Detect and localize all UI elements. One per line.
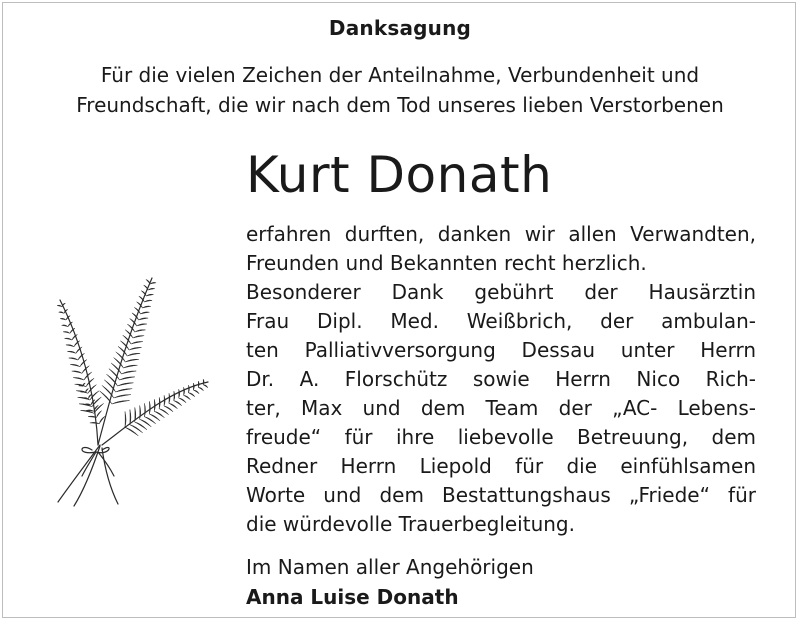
fern-leaflet — [129, 347, 141, 350]
fern-leaflet — [135, 330, 146, 332]
fern-leaflet — [137, 324, 147, 326]
fern-leaflet — [59, 312, 64, 314]
fern-leaflet — [123, 365, 137, 368]
fern-leaflet — [184, 387, 185, 395]
fern-leaflet — [67, 351, 76, 353]
signature-name: Anna Luise Donath — [246, 585, 459, 609]
deceased-name: Kurt Donath — [246, 146, 553, 204]
fern-leaflet — [154, 399, 155, 411]
fern-leaflet — [62, 303, 65, 307]
fern-leaflet — [188, 385, 189, 393]
fern-bouquet-icon — [40, 270, 220, 510]
fern-leaflet — [125, 359, 139, 362]
fern-leaflet — [116, 389, 133, 392]
fern-leaflet — [139, 318, 149, 320]
fern-leaflet — [90, 422, 99, 423]
fern-leaflet — [118, 383, 134, 386]
fern-leaflet — [148, 288, 155, 290]
fern-leaflet — [60, 318, 66, 320]
fern-leaflet — [146, 280, 150, 285]
fern-leaflet — [114, 395, 131, 398]
body-line: freude“ für ihre liebevolle Betreuung, dem — [246, 425, 756, 449]
fern-leaflet — [69, 358, 78, 360]
body-line: die würdevolle Trauerbegleitung. — [246, 512, 575, 536]
body-line: Worte und dem Bestattungshaus „Friede“ für — [246, 483, 756, 507]
fern-leaflet — [120, 377, 135, 380]
body-line: Redner Herrn Liepold für die einfühlsamen — [246, 454, 756, 478]
fern-leaflet — [141, 312, 150, 314]
fern-leaflet — [133, 336, 144, 338]
fern-leaflet — [122, 371, 137, 374]
fern-leaflet — [62, 325, 68, 327]
body-line: Freunden und Bekannten recht herzlich. — [246, 251, 647, 275]
fern-leaflet — [174, 401, 182, 406]
fern-leaflet — [193, 383, 194, 390]
fern-leaflet — [169, 393, 170, 403]
fern-leaflet — [140, 405, 141, 419]
body-line: ten Palliativversorgung Dessau unter Herrn — [246, 338, 756, 362]
body-line: erfahren durften, danken wir allen Verwandten, — [246, 222, 756, 246]
body-line: Frau Dipl. Med. Weißbrich, der ambulan- — [246, 309, 756, 333]
fern-leaflet — [179, 398, 186, 403]
fern-leaflet — [203, 385, 208, 388]
body-line: ter, Max und dem Team der „AC- Lebens- — [246, 396, 756, 420]
fern-leaflet — [73, 378, 84, 381]
body-line: Dr. A. Florschütz sowie Herrn Nico Rich- — [246, 367, 756, 391]
fern-leaflet — [72, 371, 82, 373]
fern-leaflet — [179, 389, 180, 398]
fern-leaflet — [146, 294, 153, 296]
fern-leaflet — [88, 385, 97, 394]
fern-leaflet — [86, 389, 89, 393]
fern-leaflet — [169, 403, 178, 408]
fern-leaflet — [143, 306, 151, 308]
intro-line-1: Für die vielen Zeichen der Anteilnahme, Verbundenheit und — [100, 63, 700, 87]
fern-leaflet — [144, 300, 152, 302]
body-text — [246, 220, 756, 539]
fern-leaflet — [97, 411, 102, 418]
fern-leaflet — [84, 372, 92, 380]
fern-leaflet — [164, 406, 173, 412]
fern-leaflet — [144, 403, 145, 416]
fern-leaflet — [131, 341, 143, 344]
fern-leaflet — [203, 379, 204, 385]
fern-leaflet — [174, 391, 175, 401]
fern-leaflet — [63, 331, 70, 333]
fern-leaflet — [57, 305, 62, 307]
fern-leaflet — [125, 412, 126, 428]
fern-leaflet — [198, 387, 203, 390]
fern-leaflet — [127, 353, 140, 356]
fern-leaflet — [159, 397, 160, 408]
signoff — [246, 552, 534, 612]
fern-leaflet — [65, 338, 73, 340]
signoff-line: Im Namen aller Angehörigen — [246, 555, 534, 579]
fern-leaflet — [150, 282, 156, 284]
body-line: Besonderer Dank gebührt der Hausärztin — [246, 280, 756, 304]
fern-leaflet — [198, 381, 199, 387]
fern-leaflet — [164, 395, 165, 406]
fern-leaflet — [184, 395, 191, 399]
fern-leaflet — [193, 390, 199, 394]
fern-leaflet — [66, 345, 74, 347]
fern-leaflet — [112, 400, 130, 404]
intro-text — [0, 60, 800, 120]
notice-heading: Danksagung — [328, 16, 472, 40]
fern-leaflet — [70, 364, 80, 366]
intro-line-2: Freundschaft, die wir nach dem Tod unseres lieben Verstorbenen — [76, 93, 724, 117]
fern-leaflet — [149, 401, 150, 414]
fern-leaflet — [188, 393, 194, 397]
